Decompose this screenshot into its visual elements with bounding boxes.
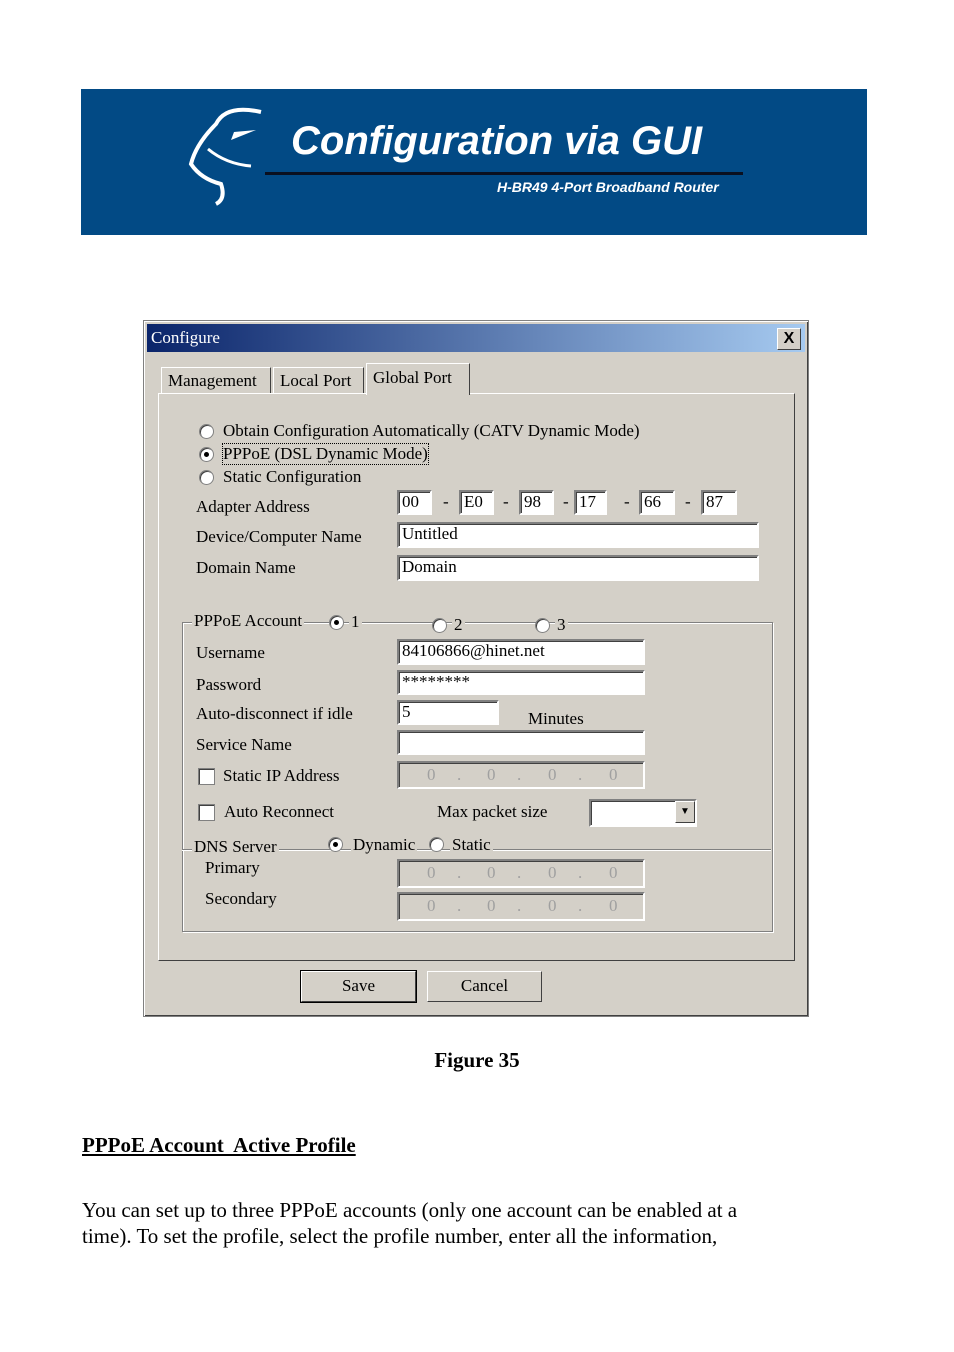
ip-dot: . <box>457 896 462 915</box>
mode-static-radio[interactable] <box>199 470 214 485</box>
secondary-dns-label: Secondary <box>205 889 277 908</box>
configure-dialog <box>143 320 809 1017</box>
adapter-octet-4[interactable]: 17 <box>574 490 607 515</box>
adapter-separator: - <box>563 492 569 511</box>
max-packet-select[interactable] <box>589 799 697 827</box>
header-banner <box>81 89 867 235</box>
auto-reconnect-checkbox[interactable] <box>198 804 215 821</box>
cancel-button[interactable]: Cancel <box>427 971 542 1002</box>
figure-caption: Figure 35 <box>434 1048 520 1072</box>
primary-dns-label: Primary <box>205 858 260 877</box>
primary-dns-input <box>397 859 645 888</box>
device-name-input[interactable]: Untitled <box>397 522 759 548</box>
chevron-down-icon[interactable]: ▼ <box>675 801 695 823</box>
adapter-octet-3[interactable]: 98 <box>519 490 554 515</box>
ip-octet: 0 <box>487 863 496 882</box>
adapter-separator: - <box>624 492 630 511</box>
section-heading: PPPoE Account Active Profile <box>82 1133 356 1157</box>
ip-dot: . <box>517 765 522 784</box>
idle-minutes-input[interactable]: 5 <box>397 700 499 725</box>
idle-label: Auto-disconnect if idle <box>196 704 353 723</box>
ip-octet: 0 <box>487 765 496 784</box>
adapter-separator: - <box>685 492 691 511</box>
mode-catv-label[interactable]: Obtain Configuration Automatically (CATV Dynamic Mode) <box>223 421 640 440</box>
mode-catv-radio[interactable] <box>199 424 214 439</box>
ip-octet: 0 <box>487 896 496 915</box>
adapter-octet-1[interactable]: 00 <box>397 490 432 515</box>
ip-dot: . <box>517 863 522 882</box>
ip-octet: 0 <box>427 896 436 915</box>
max-packet-label: Max packet size <box>437 802 548 821</box>
account-2-label[interactable]: 2 <box>454 615 463 634</box>
ip-octet: 0 <box>609 896 618 915</box>
banner-divider <box>265 172 743 175</box>
dns-server-legend: DNS Server <box>194 837 277 856</box>
domain-name-label: Domain Name <box>196 558 296 577</box>
adapter-octet-6[interactable]: 87 <box>701 490 737 515</box>
close-button[interactable]: X <box>777 328 801 350</box>
ip-dot: . <box>578 896 583 915</box>
adapter-separator: - <box>443 492 449 511</box>
ip-octet: 0 <box>609 765 618 784</box>
static-ip-checkbox[interactable] <box>198 768 215 785</box>
body-paragraph-line: You can set up to three PPPoE accounts (only one account can be enabled at a <box>82 1198 738 1222</box>
ip-octet: 0 <box>548 863 557 882</box>
adapter-separator: - <box>503 492 509 511</box>
secondary-dns-input <box>397 892 645 921</box>
mode-pppoe-radio[interactable] <box>199 447 214 462</box>
ip-dot: . <box>457 765 462 784</box>
account-3-radio[interactable] <box>535 618 550 633</box>
password-label: Password <box>196 675 262 694</box>
adapter-octet-2[interactable]: E0 <box>459 490 494 515</box>
save-button[interactable]: Save <box>301 971 416 1002</box>
adapter-octet-5[interactable]: 66 <box>639 490 675 515</box>
adapter-address-label: Adapter Address <box>196 497 310 516</box>
tab-management[interactable]: Management <box>161 367 271 393</box>
static-ip-label[interactable]: Static IP Address <box>223 766 340 785</box>
account-1-radio[interactable] <box>329 615 344 630</box>
dns-dynamic-label[interactable]: Dynamic <box>353 835 416 854</box>
body-paragraph-line: time). To set the profile, select the profile number, enter all the information, <box>82 1224 718 1248</box>
title-bar[interactable] <box>147 324 805 352</box>
eagle-logo-icon <box>186 104 266 212</box>
tab-local-port[interactable]: Local Port <box>273 367 364 393</box>
ip-octet: 0 <box>609 863 618 882</box>
account-1-label[interactable]: 1 <box>351 612 360 631</box>
account-2-radio[interactable] <box>432 618 447 633</box>
password-input[interactable]: ******** <box>397 670 645 695</box>
username-label: Username <box>196 643 265 662</box>
mode-pppoe-label[interactable]: PPPoE (DSL Dynamic Mode) <box>223 444 428 463</box>
ip-dot: . <box>457 863 462 882</box>
ip-dot: . <box>578 863 583 882</box>
ip-octet: 0 <box>548 896 557 915</box>
auto-reconnect-label[interactable]: Auto Reconnect <box>224 802 334 821</box>
pppoe-account-legend: PPPoE Account <box>194 611 303 630</box>
ip-octet: 0 <box>427 765 436 784</box>
username-input[interactable]: 84106866@hinet.net <box>397 639 645 665</box>
mode-static-label[interactable]: Static Configuration <box>223 467 362 486</box>
service-name-label: Service Name <box>196 735 292 754</box>
ip-octet: 0 <box>427 863 436 882</box>
ip-octet: 0 <box>548 765 557 784</box>
dns-static-label[interactable]: Static <box>452 835 491 854</box>
account-3-label[interactable]: 3 <box>557 615 566 634</box>
static-ip-input <box>397 761 645 789</box>
banner-subtitle: H-BR49 4-Port Broadband Router <box>497 179 719 195</box>
ip-dot: . <box>517 896 522 915</box>
tab-global-port[interactable]: Global Port <box>366 363 470 395</box>
service-name-input[interactable] <box>397 730 645 755</box>
dialog-title: Configure <box>151 328 220 347</box>
minutes-label: Minutes <box>528 709 584 728</box>
domain-name-input[interactable]: Domain <box>397 555 759 581</box>
banner-title: Configuration via GUI <box>291 119 703 163</box>
ip-dot: . <box>578 765 583 784</box>
device-name-label: Device/Computer Name <box>196 527 362 546</box>
dns-static-radio[interactable] <box>429 837 444 852</box>
dns-dynamic-radio[interactable] <box>328 837 343 852</box>
